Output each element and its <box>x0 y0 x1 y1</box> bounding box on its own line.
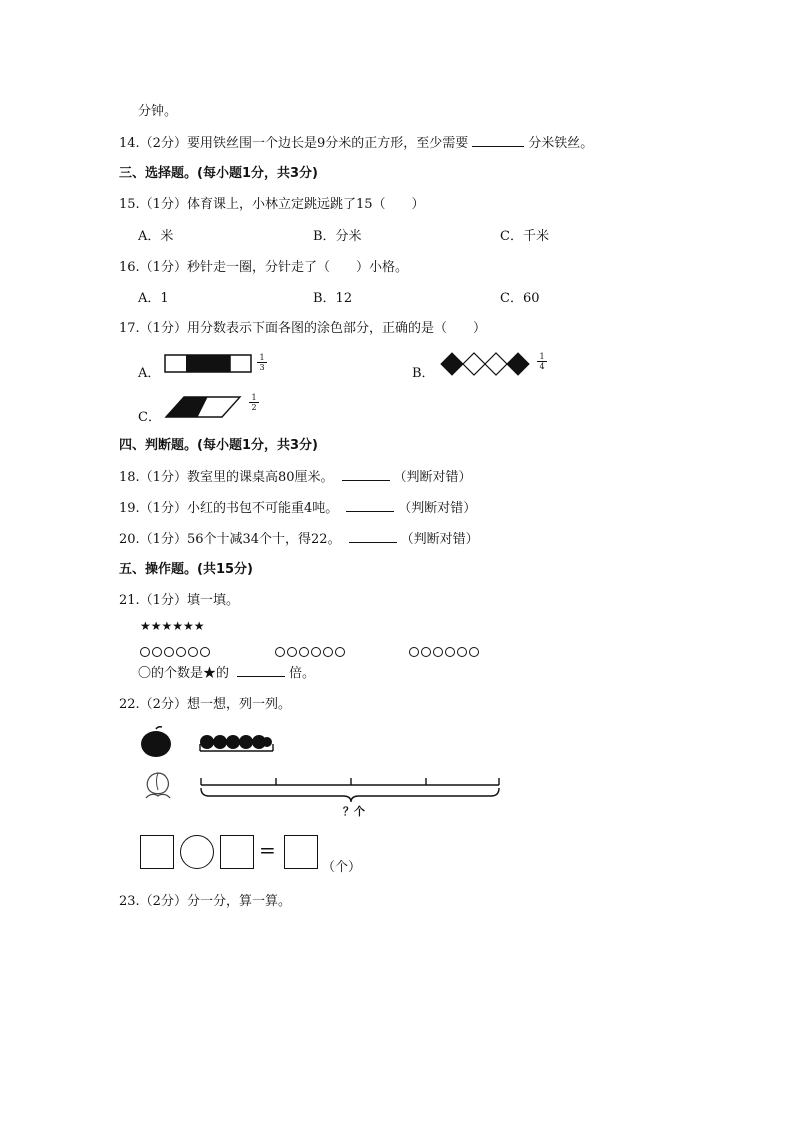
circle-icon <box>164 647 174 657</box>
q15-option-c[interactable]: C．千米 <box>500 229 549 244</box>
fraction-b <box>537 352 547 371</box>
circle-icon <box>323 647 333 657</box>
question-23: 23.（2分）分一分，算一算。 <box>119 894 291 909</box>
equation-box-2[interactable] <box>220 835 254 869</box>
bar-figure-icon <box>164 354 252 374</box>
circle-icon <box>311 647 321 657</box>
diamonds-figure-icon <box>439 351 533 377</box>
q16-option-b[interactable]: B．12 <box>313 291 353 306</box>
fraction-c-num: 1 <box>249 393 259 403</box>
circle-icon <box>188 647 198 657</box>
answer-blank[interactable] <box>342 469 390 481</box>
q18-text: 18.（1分）教室里的课桌高80厘米。 <box>119 470 334 485</box>
circle-icon <box>469 647 479 657</box>
circle-icon <box>409 647 419 657</box>
fraction-b-num: 1 <box>537 352 547 362</box>
equals-sign: = <box>259 838 276 862</box>
parallelogram-figure-icon <box>162 395 244 419</box>
q15-option-a[interactable]: A．米 <box>138 229 174 244</box>
q19-text: 19.（1分）小红的书包不可能重4吨。 <box>119 501 339 516</box>
question-20 <box>119 531 479 548</box>
question-15: 15.（1分）体育课上，小林立定跳远跳了15（ ） <box>119 197 425 212</box>
equation-circle[interactable] <box>180 835 214 869</box>
circle-group-2 <box>275 641 347 660</box>
circle-icon <box>152 647 162 657</box>
question-17: 17.（1分）用分数表示下面各图的涂色部分，正确的是（ ） <box>119 321 486 336</box>
circle-icon <box>299 647 309 657</box>
q16-option-c[interactable]: C．60 <box>500 291 540 306</box>
circle-icon <box>200 647 210 657</box>
unit-label: （个） <box>322 860 362 875</box>
section-4-heading: 四、判断题。(每小题1分，共3分) <box>119 438 318 453</box>
question-21: 21.（1分）填一填。 <box>119 593 239 608</box>
q13-tail: 分钟。 <box>138 104 178 119</box>
circle-icon <box>140 647 150 657</box>
stars-row: ★★★★★★ <box>140 619 205 633</box>
section-5-heading: 五、操作题。(共15分) <box>119 562 253 577</box>
circle-icon <box>433 647 443 657</box>
fraction-c <box>249 393 259 412</box>
answer-blank[interactable] <box>349 531 397 543</box>
q20-text: 20.（1分）56个十减34个十，得22。 <box>119 532 341 547</box>
question-14 <box>119 135 593 152</box>
circle-icon <box>176 647 186 657</box>
circle-icon <box>275 647 285 657</box>
answer-blank[interactable] <box>472 135 524 147</box>
unknown-count-label: ？个 <box>343 805 365 818</box>
fraction-b-den: 4 <box>539 362 545 371</box>
circle-group-3 <box>409 641 481 660</box>
judge-label: （判断对错） <box>400 532 479 547</box>
answer-blank[interactable] <box>237 665 285 677</box>
answer-blank[interactable] <box>346 500 394 512</box>
question-22: 22.（2分）想一想，列一列。 <box>119 697 291 712</box>
circle-icon <box>287 647 297 657</box>
fraction-a-num: 1 <box>257 353 267 363</box>
judge-label: （判断对错） <box>393 470 472 485</box>
apple-icon <box>138 725 174 759</box>
q21-tail: 倍。 <box>289 666 316 681</box>
q14-tail: 分米铁丝。 <box>528 136 594 151</box>
judge-label: （判断对错） <box>398 501 477 516</box>
circle-icon <box>445 647 455 657</box>
fraction-a-den: 3 <box>259 363 265 372</box>
q16-option-a[interactable]: A．1 <box>138 291 169 306</box>
fraction-c-den: 2 <box>251 403 257 412</box>
segment-diagram <box>195 774 505 808</box>
circle-icon <box>421 647 431 657</box>
section-3-heading: 三、选择题。(每小题1分，共3分) <box>119 166 318 181</box>
q14-text: 14.（2分）要用铁丝围一个边长是9分米的正方形，至少需要 <box>119 136 469 151</box>
equation-box-3[interactable] <box>284 835 318 869</box>
equation-box-1[interactable] <box>140 835 174 869</box>
q21-answer-line <box>138 665 315 682</box>
q17-option-a[interactable]: A． <box>138 366 161 381</box>
question-19 <box>119 500 476 517</box>
circle-icon <box>335 647 345 657</box>
question-16: 16.（1分）秒针走一圈，分针走了（ ）小格。 <box>119 260 408 275</box>
circle-group-1 <box>140 641 212 660</box>
q17-option-c[interactable]: C． <box>138 410 161 425</box>
q17-option-b[interactable]: B． <box>412 366 435 381</box>
q15-option-b[interactable]: B．分米 <box>313 229 362 244</box>
apple-bar-diagram <box>197 730 277 756</box>
circle-icon <box>457 647 467 657</box>
question-18 <box>119 469 472 486</box>
peach-icon <box>140 768 176 802</box>
fraction-a <box>257 353 267 372</box>
q21-text: 〇的个数是★的 <box>138 666 230 681</box>
